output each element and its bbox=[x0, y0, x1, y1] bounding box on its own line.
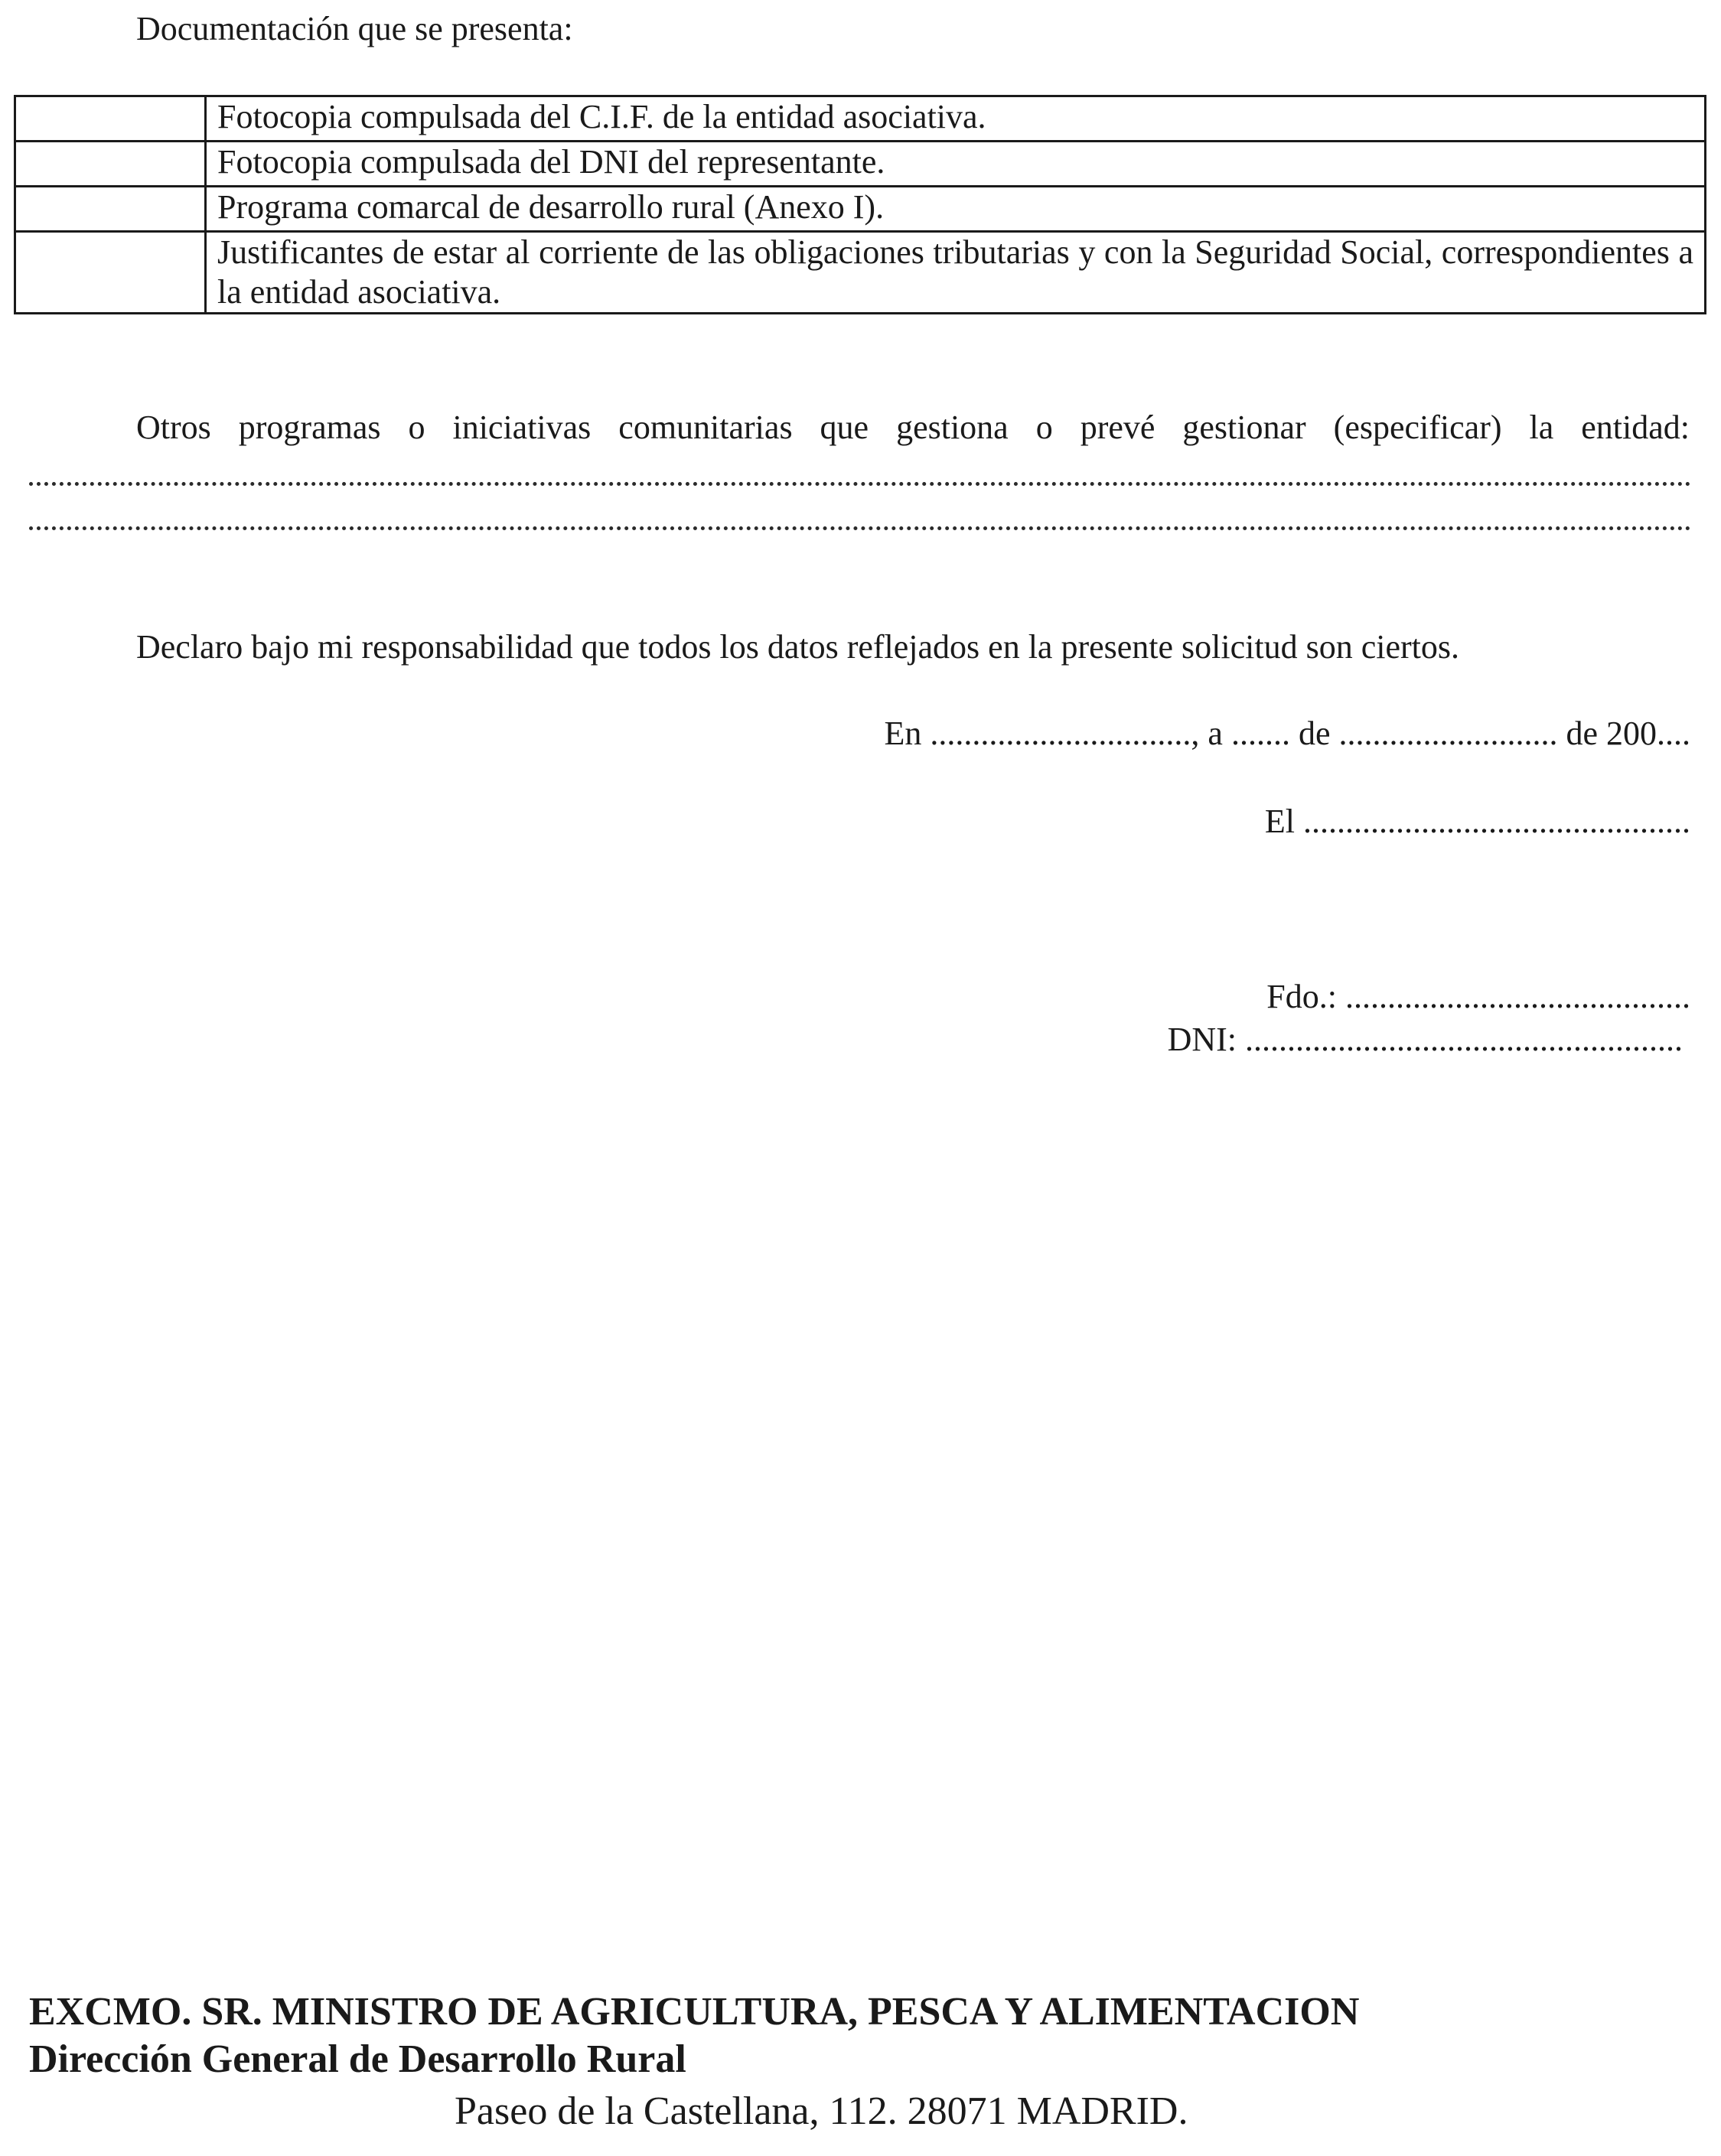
addressee-title: EXCMO. SR. MINISTRO DE AGRICULTURA, PESCA Y ALIMENTACION bbox=[29, 1990, 1360, 2034]
other-programs-label: Otros programas o iniciativas comunitarias que gestiona o prevé gestionar (especificar) la entidad: bbox=[136, 409, 1690, 446]
checklist-row bbox=[15, 142, 1706, 187]
checklist-checkbox-cell[interactable] bbox=[15, 232, 206, 314]
checklist-row bbox=[15, 187, 1706, 232]
checklist-checkbox-cell[interactable] bbox=[15, 142, 206, 187]
checklist-item-description: Programa comarcal de desarrollo rural (Anexo I). bbox=[206, 187, 1706, 232]
checklist-checkbox-cell[interactable] bbox=[15, 187, 206, 232]
checklist-item-description: Fotocopia compulsada del C.I.F. de la entidad asociativa. bbox=[206, 96, 1706, 142]
addressee-address: Paseo de la Castellana, 112. 28071 MADRID. bbox=[455, 2089, 1188, 2133]
dni-line[interactable]: DNI: .................................................... bbox=[1167, 1021, 1683, 1058]
other-programs-fill-line[interactable] bbox=[29, 526, 1691, 530]
checklist-item-description: Justificantes de estar al corriente de las obligaciones tributarias y con la Seguridad Social, correspondientes a la entidad asociativa. bbox=[206, 232, 1706, 314]
documentation-checklist-table bbox=[14, 95, 1706, 314]
place-date-line[interactable]: En ..............................., a ....... de .......................... de 200.... bbox=[884, 715, 1690, 752]
signer-role-line[interactable]: El .............................................. bbox=[1264, 803, 1690, 840]
checklist-row bbox=[15, 96, 1706, 142]
checklist-checkbox-cell[interactable] bbox=[15, 96, 206, 142]
checklist-item-description: Fotocopia compulsada del DNI del representante. bbox=[206, 142, 1706, 187]
declaration-text: Declaro bajo mi responsabilidad que todos los datos reflejados en la presente solicitud son ciertos. bbox=[136, 628, 1459, 666]
addressee-department: Dirección General de Desarrollo Rural bbox=[29, 2037, 686, 2081]
checklist-row bbox=[15, 232, 1706, 314]
documentation-heading: Documentación que se presenta: bbox=[136, 10, 573, 47]
other-programs-fill-line[interactable] bbox=[29, 482, 1691, 486]
signature-line[interactable]: Fdo.: ......................................... bbox=[1266, 978, 1690, 1015]
